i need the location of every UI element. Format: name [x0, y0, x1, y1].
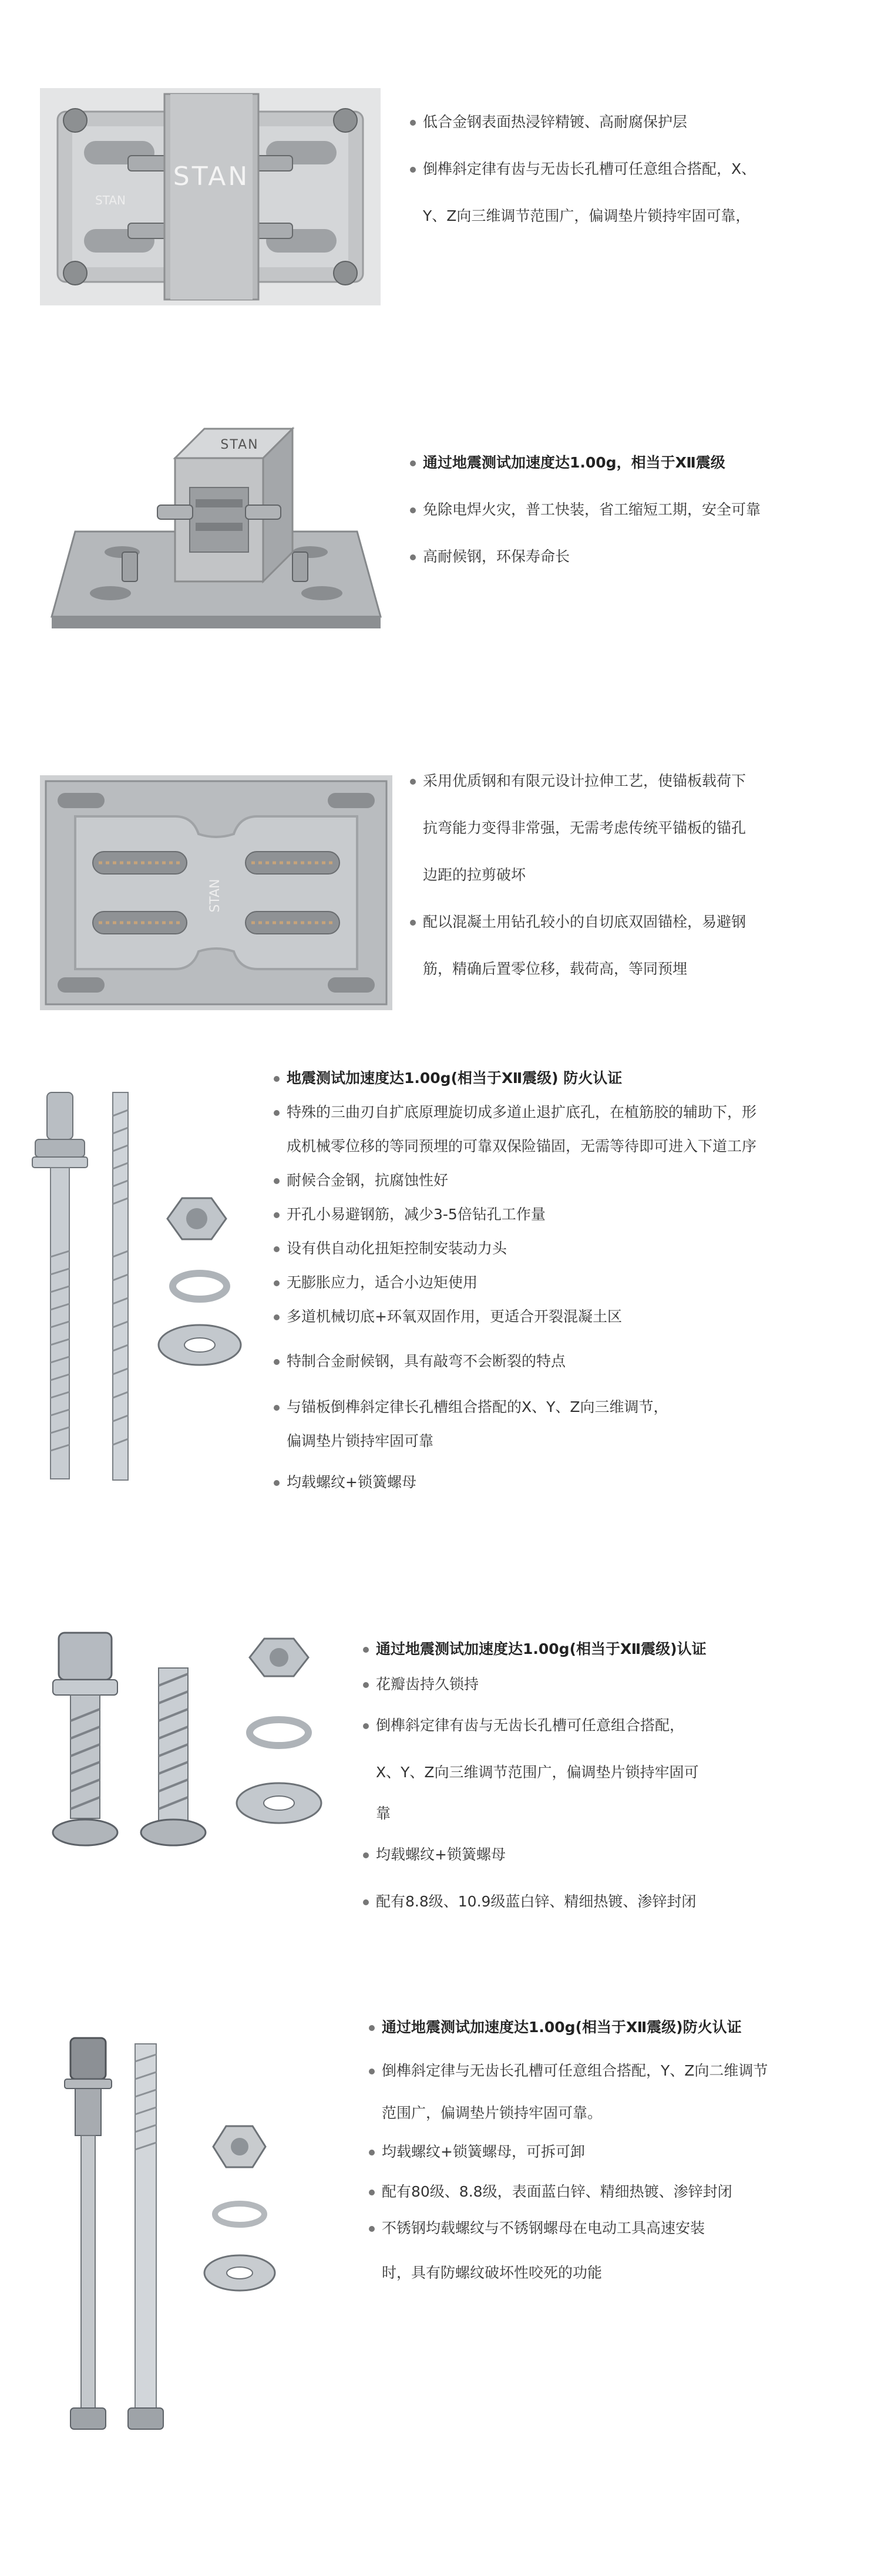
bullet-item: 筋，精确后置零位移，载荷高，等同预埋: [423, 960, 688, 977]
bullet-item: 通过地震测试加速度达1.00g，相当于Ⅻ震级: [423, 452, 725, 473]
bullet-item: 耐候合金钢，抗腐蚀性好: [287, 1170, 448, 1191]
bullet-item: 不锈钢均载螺纹与不锈钢螺母在电动工具高速安装: [382, 2218, 705, 2239]
bullet-item: 偏调垫片锁持牢固可靠: [287, 1432, 434, 1450]
bullet-item: 无膨胀应力，适合小边矩使用: [287, 1272, 478, 1293]
bullet-item: X、Y、Z向三维调节范围广，偏调垫片锁持牢固可: [376, 1764, 699, 1781]
section-6: [0, 1997, 881, 2576]
bullet-item: 开孔小易避钢筋，减少3-5倍钻孔工作量: [287, 1204, 546, 1225]
stan-logo-small: STAN: [95, 193, 126, 207]
base-bracket-photo: [40, 405, 392, 634]
stainless-bolt-photo: [41, 2020, 300, 2432]
bullet-item: 特殊的三曲刃自扩底原理旋切成多道止退扩底孔，在植筋胶的辅助下，形: [287, 1102, 756, 1123]
stan-logo: STAN: [220, 438, 259, 452]
bullet-item: 配有8.8级、10.9级蓝白锌、精细热镀、渗锌封闭: [376, 1891, 696, 1912]
bullet-item: 通过地震测试加速度达1.00g(相当于Ⅻ震级)认证: [376, 1639, 707, 1660]
bullet-item: 花瓣齿持久锁持: [376, 1674, 479, 1695]
section-5: [0, 1556, 881, 1997]
bracket-clamp-photo: [40, 88, 381, 305]
stan-logo: STAN: [208, 879, 223, 913]
bullet-item: 倒榫斜定律有齿与无齿长孔槽可任意组合搭配，: [376, 1715, 684, 1736]
bullet-item: 均载螺纹+锁簧螺母，可拆可卸: [382, 2141, 585, 2163]
bullet-item: 成机械零位移的等同预埋的可靠双保险锚固，无需等待即可进入下道工序: [287, 1138, 757, 1155]
bullet-item: 高耐候钢，环保寿命长: [423, 546, 570, 567]
anchor-plate-photo: [40, 775, 392, 1010]
bullet-item: Y、Z向三维调节范围广，偏调垫片锁持牢固可靠，: [423, 207, 751, 224]
bullet-item: 配以混凝土用钻孔较小的自切底双固锚栓，易避钢: [423, 912, 746, 933]
bullet-item: 均载螺纹+锁簧螺母: [287, 1472, 416, 1493]
bullet-item: 边距的拉剪破坏: [423, 866, 526, 883]
bullet-item: 与锚板倒榫斜定律长孔槽组合搭配的X、Y、Z向三维调节，: [287, 1397, 668, 1418]
bullet-item: 配有80级、8.8级，表面蓝白锌、精细热镀、渗锌封闭: [382, 2181, 732, 2202]
section-4: [0, 1057, 881, 1556]
bullet-item: 低合金钢表面热浸锌精镀、高耐腐保护层: [423, 112, 687, 133]
bullet-item: 设有供自动化扭矩控制安装动力头: [287, 1238, 507, 1259]
short-anchor-photo: [35, 1621, 352, 1868]
section-1: [0, 0, 881, 364]
undercut-anchor-photo: [12, 1081, 258, 1492]
section-3: [0, 670, 881, 1057]
bullet-item: 多道机械切底+环氧双固作用，更适合开裂混凝土区: [287, 1306, 622, 1327]
bullet-item: 靠: [376, 1805, 391, 1822]
bullet-item: 均载螺纹+锁簧螺母: [376, 1844, 506, 1865]
bullet-item: 特制合金耐候钢，具有敲弯不会断裂的特点: [287, 1351, 566, 1372]
bullet-item: 时，具有防螺纹破坏性咬死的功能: [382, 2264, 603, 2281]
bullet-item: 通过地震测试加速度达1.00g(相当于Ⅻ震级)防火认证: [382, 2017, 742, 2038]
bullet-item: 采用优质钢和有限元设计拉伸工艺，使锚板载荷下: [423, 771, 746, 792]
stan-logo: STAN: [173, 162, 250, 191]
bullet-item: 免除电焊火灾，普工快装，省工缩短工期，安全可靠: [423, 499, 761, 520]
bullet-item: 地震测试加速度达1.00g(相当于Ⅻ震级) 防火认证: [287, 1068, 622, 1089]
bullet-item: 倒榫斜定律与无齿长孔槽可任意组合搭配，Y、Z向二维调节: [382, 2060, 768, 2081]
bullet-item: 抗弯能力变得非常强，无需考虑传统平锚板的锚孔: [423, 819, 747, 836]
bullet-item: 范围广，偏调垫片锁持牢固可靠。: [382, 2104, 603, 2121]
section-2: [0, 364, 881, 670]
bullet-item: 倒榫斜定律有齿与无齿长孔槽可任意组合搭配，X、: [423, 159, 756, 180]
